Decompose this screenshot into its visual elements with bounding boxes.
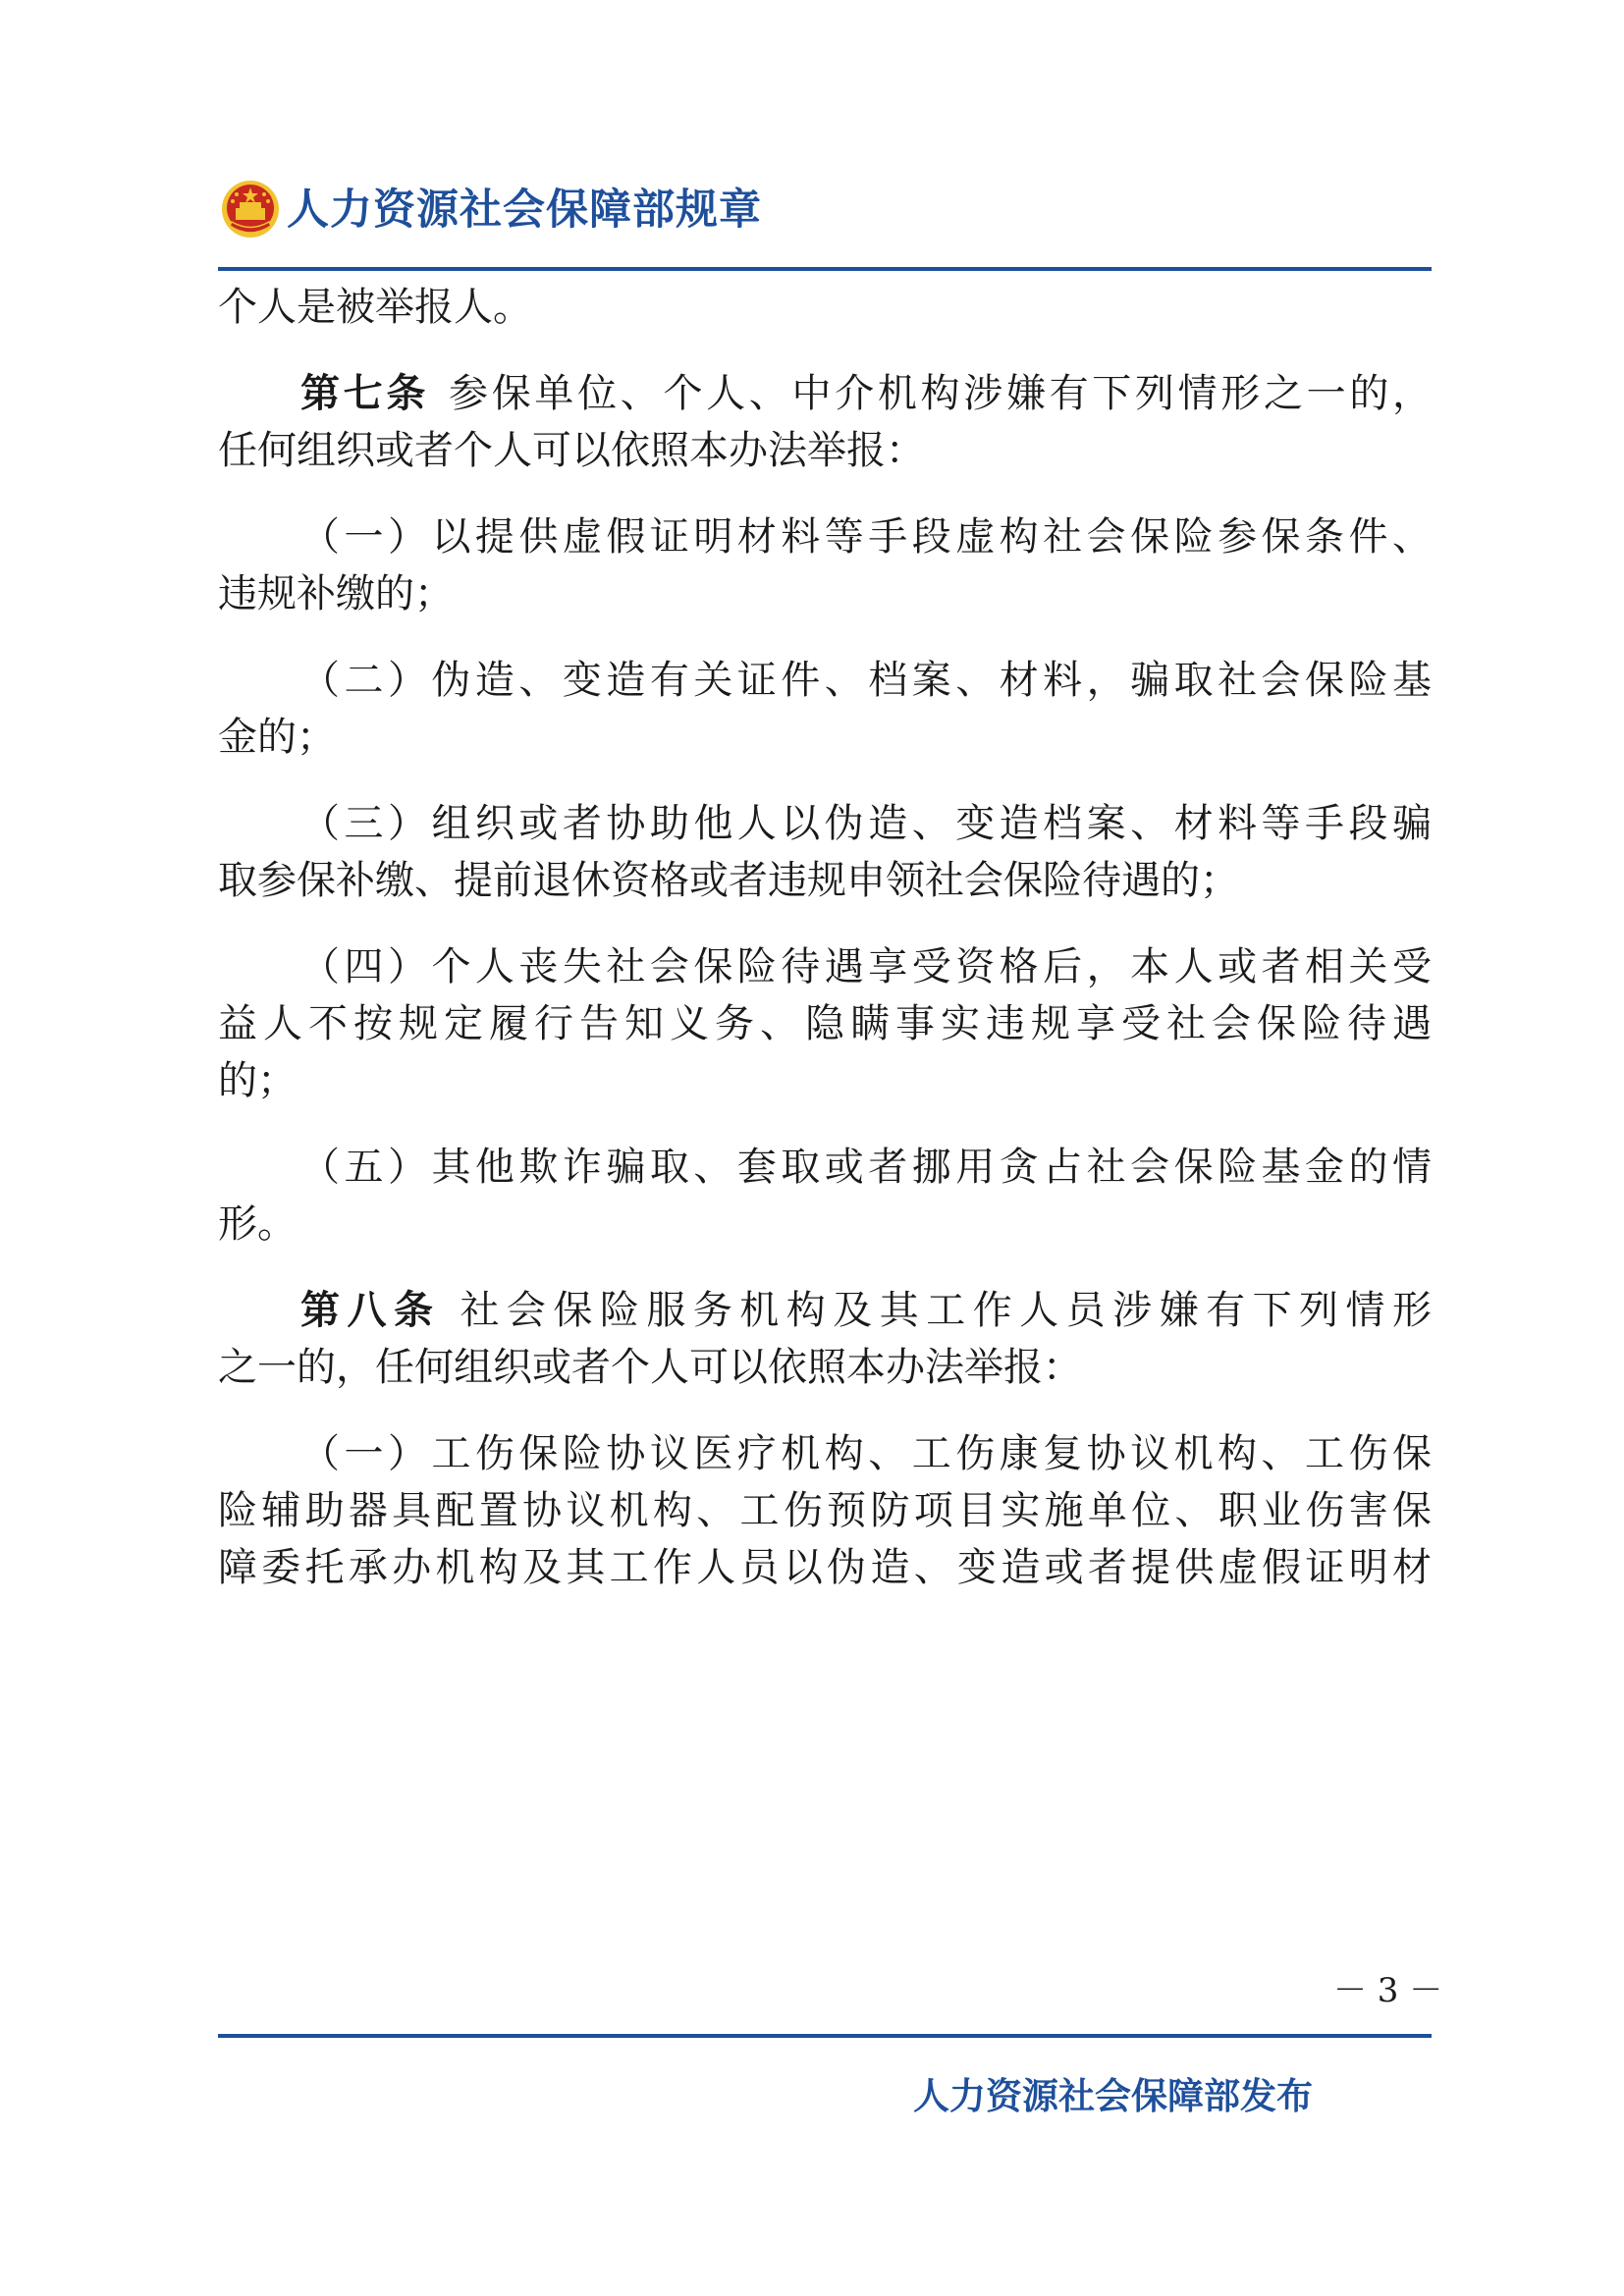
text-line: 形。 [218, 1201, 297, 1247]
list-item: （一）以提供虚假证明材料等手段虚构社会保险参保条件、 [300, 514, 1432, 560]
list-item: （五）其他欺诈骗取、套取或者挪用贪占社会保险基金的情 [300, 1145, 1432, 1190]
text-line: 个人是被举报人。 [218, 285, 532, 330]
text-line: 障委托承办机构及其工作人员以伪造、变造或者提供虚假证明材 [218, 1545, 1432, 1590]
text-line: 险辅助器具配置协议机构、工伤预防项目实施单位、职业伤害保 [218, 1488, 1432, 1533]
page-header [218, 175, 1432, 263]
article-text: 社会保险服务机构及其工作人员涉嫌有下列情形 [460, 1288, 1432, 1333]
text-line: 任何组织或者个人可以依照本办法举报： [218, 428, 925, 473]
text-line: 益人不按规定履行告知义务、隐瞒事实违规享受社会保险待遇 [218, 1001, 1432, 1046]
article-8 [218, 1282, 1432, 1339]
text-line: 之一的，任何组织或者个人可以依照本办法举报： [218, 1345, 1082, 1390]
footer-publisher: 人力资源社会保障部发布 [913, 2075, 1313, 2117]
list-item: （三）组织或者协助他人以伪造、变造档案、材料等手段骗 [300, 801, 1432, 846]
document-body [218, 279, 1432, 1596]
text-line: 金的； [218, 715, 336, 760]
list-item: （一）工伤保险协议医疗机构、工伤康复协议机构、工伤保 [300, 1431, 1432, 1476]
article-text: 参保单位、个人、中介机构涉嫌有下列情形之一的， [449, 371, 1432, 416]
footer-divider [218, 2034, 1432, 2038]
article-7 [218, 365, 1432, 422]
article-number: 第八条 [300, 1288, 441, 1333]
article-number: 第七条 [300, 371, 430, 416]
text-line: 违规补缴的； [218, 571, 454, 616]
text-line: 取参保补缴、提前退休资格或者违规申领社会保险待遇的； [218, 858, 1239, 903]
list-item: （四）个人丧失社会保险待遇享受资格后，本人或者相关受 [300, 944, 1432, 989]
header-title: 人力资源社会保障部规章 [287, 186, 762, 235]
text-line: 的； [218, 1058, 297, 1103]
list-item: （二）伪造、变造有关证件、档案、材料，骗取社会保险基 [300, 658, 1432, 703]
national-emblem-icon [220, 179, 281, 240]
header-divider [218, 267, 1432, 271]
page-number: － 3 － [1333, 1971, 1443, 2010]
